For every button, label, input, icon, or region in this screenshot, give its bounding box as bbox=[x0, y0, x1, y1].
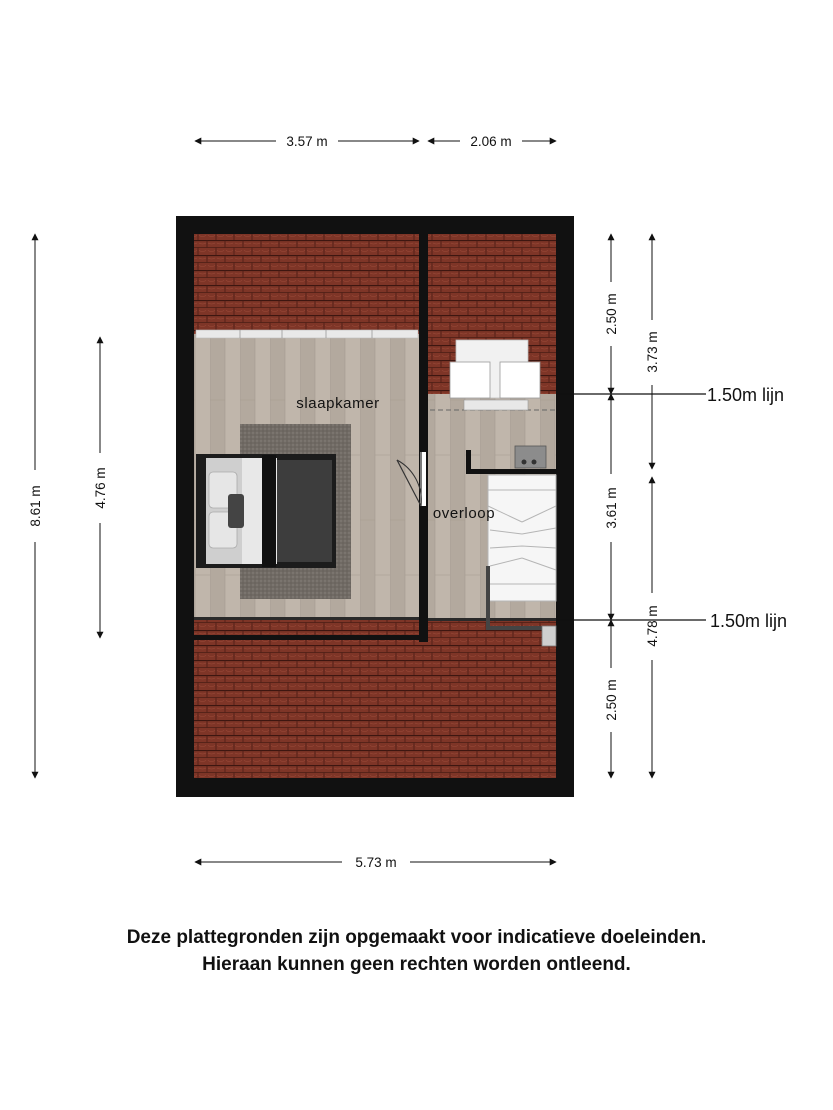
line-150-bottom bbox=[556, 611, 787, 631]
dim-bottom-total bbox=[195, 855, 556, 870]
knee-wall-overloop bbox=[466, 469, 556, 474]
roof-top-left bbox=[194, 234, 419, 334]
svg-text:4.76 m: 4.76 m bbox=[93, 467, 108, 509]
svg-text:3.57 m: 3.57 m bbox=[286, 134, 328, 149]
dim-top-right bbox=[428, 134, 556, 149]
svg-text:1.50m lijn: 1.50m lijn bbox=[707, 385, 785, 405]
svg-text:2.06 m: 2.06 m bbox=[470, 134, 512, 149]
roof-edge-left bbox=[194, 617, 419, 620]
dim-left-room bbox=[93, 337, 108, 638]
skylight-strip bbox=[196, 330, 418, 338]
roof-bottom bbox=[194, 620, 556, 778]
double-bed bbox=[196, 454, 336, 568]
disclaimer-line-1: Deze plattegronden zijn opgemaakt voor indicatieve doeleinden. bbox=[126, 927, 707, 948]
line-150-top bbox=[556, 385, 784, 405]
dim-right-bottom-total bbox=[645, 477, 660, 778]
svg-text:3.73 m: 3.73 m bbox=[645, 331, 660, 373]
room-label-slaapkamer: slaapkamer bbox=[296, 395, 380, 412]
svg-text:2.50 m: 2.50 m bbox=[604, 293, 619, 335]
room-label-overloop: overloop bbox=[432, 505, 496, 522]
svg-text:4.78 m: 4.78 m bbox=[645, 605, 660, 647]
dim-top-left bbox=[195, 134, 419, 149]
svg-text:8.61 m: 8.61 m bbox=[28, 485, 43, 527]
cv-unit bbox=[515, 446, 546, 468]
dim-right-middle bbox=[604, 394, 619, 620]
svg-text:3.61 m: 3.61 m bbox=[604, 487, 619, 529]
svg-text:1.50m lijn: 1.50m lijn bbox=[710, 611, 788, 631]
roof-edge-right bbox=[428, 618, 556, 621]
dim-right-top-roof bbox=[604, 234, 619, 394]
dim-left-total bbox=[28, 234, 43, 778]
interior-wall-vertical-lower bbox=[419, 506, 428, 642]
svg-text:5.73 m: 5.73 m bbox=[355, 855, 397, 870]
knee-wall-overloop-post bbox=[466, 450, 471, 474]
disclaimer-line-2: Hieraan kunnen geen rechten worden ontleend. bbox=[202, 954, 631, 975]
dim-right-bottom-roof bbox=[604, 620, 619, 778]
svg-text:2.50 m: 2.50 m bbox=[604, 679, 619, 721]
knee-wall-bottom bbox=[194, 635, 428, 640]
interior-wall-vertical bbox=[419, 234, 428, 452]
dim-right-top-total bbox=[645, 234, 660, 469]
